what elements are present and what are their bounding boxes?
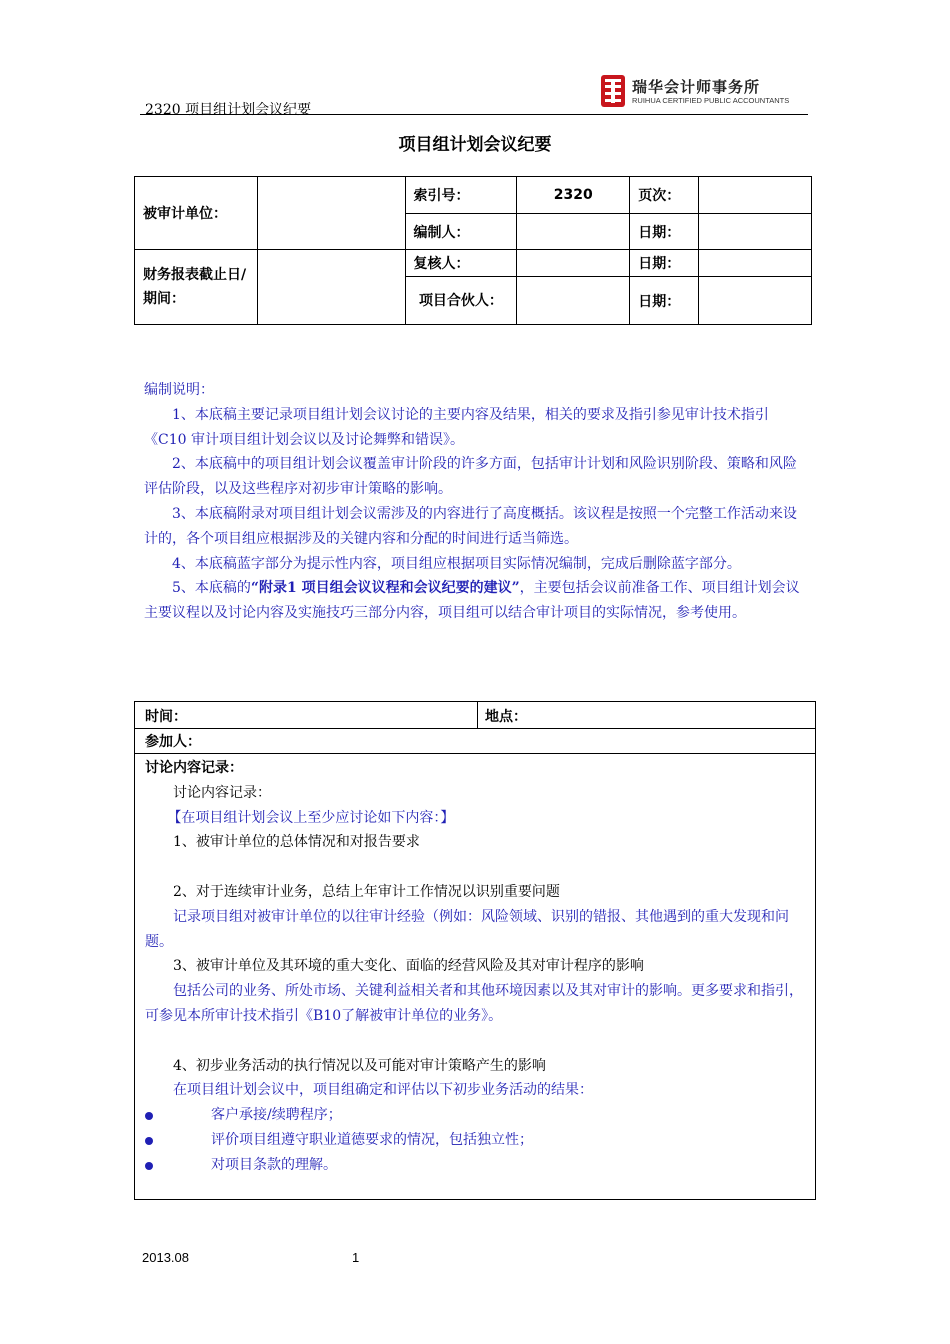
firm-seal-icon — [600, 74, 626, 108]
partner-label: 项目合伙人： — [405, 277, 517, 325]
preparer-label: 编制人： — [405, 214, 517, 250]
reviewer-value — [517, 250, 630, 277]
prep-date-label: 日期： — [630, 214, 699, 250]
review-date-label: 日期： — [630, 250, 699, 277]
page-number: 1 — [352, 1250, 360, 1265]
bullet-dot-icon — [145, 1112, 153, 1120]
page-label: 页次： — [630, 177, 699, 214]
running-title: 2320 项目组计划会议纪要 — [145, 102, 312, 118]
client-label: 被审计单位： — [135, 177, 258, 250]
info-table — [134, 176, 812, 325]
header-divider — [140, 114, 808, 115]
preparation-notes — [144, 378, 808, 626]
footer-date: 2013.08 — [142, 1250, 189, 1265]
item-4: 4、初步业务活动的执行情况以及可能对审计策略产生的影响 — [173, 1057, 546, 1074]
firm-name-en: RUIHUA CERTIFIED PUBLIC ACCOUNTANTS — [632, 96, 790, 105]
attendees-label: 参加人： — [145, 734, 201, 750]
review-date-value — [699, 250, 812, 277]
document-title: 项目组计划会议纪要 — [398, 135, 552, 155]
firm-logo — [600, 74, 810, 110]
bullet-item: 评价项目组遵守职业道德要求的情况，包括独立性； — [145, 1128, 809, 1153]
reviewer-label: 复核人： — [405, 250, 517, 277]
preparer-value — [517, 214, 630, 250]
discussion-section — [145, 756, 809, 1178]
period-value — [257, 250, 405, 325]
bullet-dot-icon — [145, 1162, 153, 1170]
page-value — [699, 177, 812, 214]
firm-name-cn: 瑞华会计师事务所 — [632, 78, 761, 96]
place-label: 地点： — [485, 709, 527, 725]
note-5 — [144, 576, 808, 626]
note-1: 1、本底稿主要记录项目组计划会议讨论的主要内容及结果，相关的要求及指引参见审计技术指引《C10 审计项目组计划会议以及讨论舞弊和错误》。 — [144, 406, 769, 448]
time-label: 时间： — [145, 709, 187, 725]
meeting-record-box — [134, 701, 816, 1200]
item-3-note: 包括公司的业务、所处市场、关键利益相关者和其他环境因素以及其对审计的影响。更多要求和指引，可参见本所审计技术指引《B10了解被审计单位的业务》。 — [145, 983, 803, 1024]
note-5-pre: 5、本底稿的 — [172, 580, 251, 597]
partner-date-value — [699, 277, 812, 325]
index-label: 索引号： — [405, 177, 517, 214]
notes-heading: 编制说明： — [144, 382, 214, 398]
bullet-dot-icon — [145, 1137, 153, 1145]
item-2-note: 记录项目组对被审计单位的以往审计经验（例如：风险领域、识别的错报、其他遇到的重大发现和问题。 — [145, 908, 789, 950]
item-1: 1、被审计单位的总体情况和对报告要求 — [173, 834, 420, 851]
partner-date-label: 日期： — [630, 277, 699, 325]
note-4: 4、本底稿蓝字部分为提示性内容，项目组应根据项目实际情况编制，完成后删除蓝字部分。 — [172, 555, 741, 572]
client-value — [257, 177, 405, 250]
time-place-row — [135, 702, 815, 729]
note-3: 3、本底稿附录对项目组计划会议需涉及的内容进行了高度概括。该议程是按照一个完整工作活动来设计的，各个项目组应根据涉及的关键内容和分配的时间进行适当筛选。 — [144, 505, 797, 547]
bullet-item: 对项目条款的理解。 — [145, 1153, 809, 1178]
time-cell — [135, 702, 478, 728]
attendees-row — [135, 728, 815, 754]
item-4-note: 在项目组计划会议中，项目组确定和评估以下初步业务活动的结果： — [173, 1082, 593, 1099]
prep-date-value — [699, 214, 812, 250]
period-label: 财务报表截止日/期间： — [135, 250, 258, 325]
appendix-reference: “附录1 项目组会议议程和会议纪要的建议” — [250, 580, 520, 597]
bullet-item: 客户承接/续聘程序； — [145, 1103, 809, 1128]
partner-value — [517, 277, 630, 325]
index-value: 2320 — [517, 177, 630, 214]
item-3: 3、被审计单位及其环境的重大变化、面临的经营风险及其对审计程序的影响 — [173, 958, 644, 975]
note-2: 2、本底稿中的项目组计划会议覆盖审计阶段的许多方面，包括审计计划和风险识别阶段、策略和风险评估阶段，以及这些程序对初步审计策略的影响。 — [144, 456, 797, 498]
discussion-prompt: 【在项目组计划会议上至少应讨论如下内容：】 — [167, 809, 455, 826]
discussion-subtitle: 讨论内容记录： — [173, 784, 271, 801]
item-2: 2、对于连续审计业务，总结上年审计工作情况以识别重要问题 — [173, 883, 560, 900]
discussion-title: 讨论内容记录： — [145, 760, 243, 776]
note-5-post: ，主要包括会议前准备工作、项目组计划会议主要议程以及讨论内容及实施技巧三部分内容，项目组可以结合审计项目的实际情况，参考使用。 — [144, 580, 800, 622]
